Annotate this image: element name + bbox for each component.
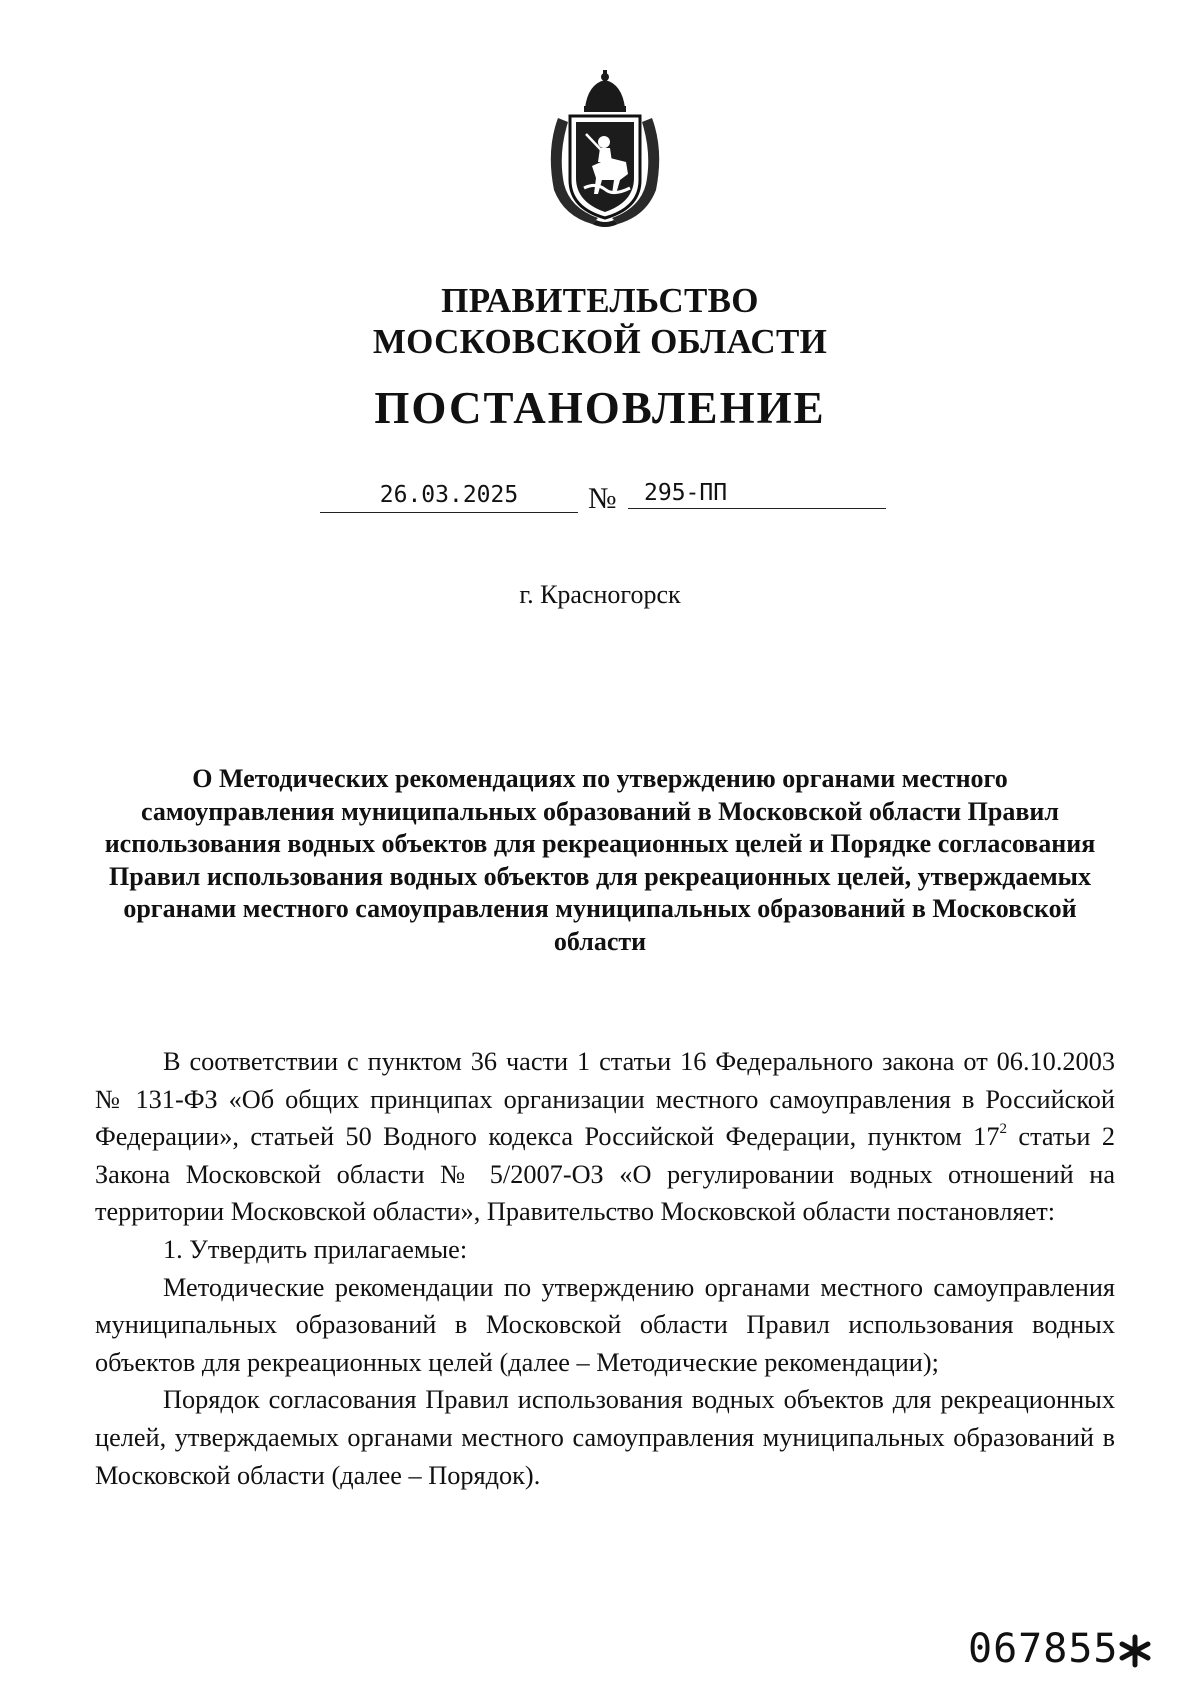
paragraph-1-text-start: В соответствии с пунктом 36 части 1 статьи 16 Федерального закона от 06.10.2003 № 131-ФЗ «Об общих принципах организации местного самоуправления в Российской Федерации», статьей 50 Водного кодекса Российской Федерации, пунктом 17 — [95, 1047, 1115, 1152]
body-paragraph-3: Методические рекомендации по утверждению органами местного самоуправления муниципальных образований в Московской области Правил использования водных объектов для рекреационных целей (далее – Методические рекомендации); — [95, 1272, 1115, 1377]
government-title-line-1: ПРАВИТЕЛЬСТВО — [441, 281, 759, 320]
serial-number: 067855 — [968, 1626, 1119, 1672]
coat-of-arms-icon — [540, 70, 670, 230]
number-sign: № — [588, 482, 617, 515]
paragraph-1-superscript: 2 — [999, 1121, 1007, 1138]
document-date: 26.03.2025 — [320, 478, 578, 513]
document-body — [95, 1043, 1115, 1494]
paragraph-1-text-end: статьи 2 Закона Московской области № 5/2007-ОЗ «О регулировании водных отношений на территории Московской области», Правительство Московской области постановляет: — [95, 1122, 1115, 1227]
document-type-heading: ПОСТАНОВЛЕНИЕ — [374, 383, 826, 433]
government-title-line-2: МОСКОВСКОЙ ОБЛАСТИ — [372, 322, 828, 361]
document-number: 295-ПП — [628, 478, 886, 509]
asterisk-icon — [1118, 1634, 1152, 1668]
body-paragraph-1 — [95, 1043, 1115, 1231]
city-of-issue: г. Красногорск — [519, 580, 681, 609]
body-paragraph-4: Порядок согласования Правил использования водных объектов для рекреационных целей, утверждаемых органами местного самоуправления муниципальных образований в Московской области (далее – Порядок). — [95, 1385, 1115, 1490]
body-paragraph-2: 1. Утвердить прилагаемые: — [163, 1234, 468, 1264]
document-subject-title: О Методических рекомендациях по утверждению органами местного самоуправления муниципальных образований в Московской области Правил использования водных объектов для рекреационных целей и Порядке согласования Правил использования водных объектов для рекреационных целей, утверждаемых органами местного самоуправления муниципальных образований в Московской области — [104, 764, 1096, 956]
